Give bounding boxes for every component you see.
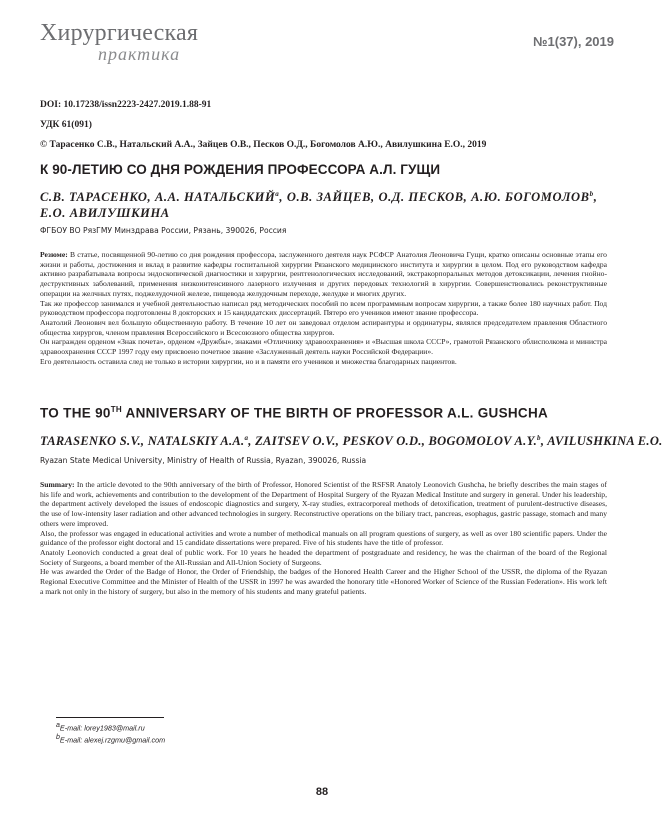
affiliation-ru: ФГБОУ ВО РязГМУ Минздрава России, Рязань, 390026, Россия	[40, 226, 287, 235]
title-en-sup: TH	[110, 405, 122, 414]
abstract-ru-text: В статье, посвященной 90-летию со дня рождения профессора, заслуженного деятеля наук РСФСР Анатолия Леоновича Гущи, кратко описаны основные этапы его жизни и работы, достижения и вклад в развитие кафедры госпитальной хирургии Рязанского медицинского института и хирургии в целом. Под его руководством кафедра активно разрабатывала вопросы эндоскопической диагностики и хирургии, рентгенологических исследований, экстракорпоральных методов детоксикации, лечения гнойно-деструктивных заболеваний, применения низкоинтенсивного лазерного излучения и других передовых технологий в хирургии. Совершенствовались реконструктивные операции на желчных путях, поджелудочной железе, пищевода желудочным переходе, желудке и многих других.	[40, 250, 607, 298]
affil-mark-b: b	[589, 190, 594, 198]
abstract-en	[40, 480, 607, 596]
footnote-mark: a	[56, 722, 60, 729]
issue-number: №1(37), 2019	[533, 34, 614, 49]
authors-en-part: , ZAITSEV O.V., PESKOV O.D., BOGOMOLOV A.Y.	[248, 434, 538, 449]
journal-logo	[40, 20, 240, 66]
abstract-en-text: In the article devoted to the 90th anniversary of the birth of Professor, Honored Scientist of the RSFSR Anatoly Leonovich Gushcha, he briefly describes the main stages of his life and work, achievements and contribution to the development of the Department of Hospital Surgery of the Ryazan Medical Institute and surgery in general. Under his leadership, the department actively developed the issues of endoscopic diagnostics and surgery, X-ray studies, extracorporeal methods of detoxification, treatment of purulent-destructive diseases, the use of low-intensity laser radiation and other advanced technologies in surgery. Reconstructive operations on the biliary tract, pancreas, esophagus, gastric passage, stomach and many others were improved.	[40, 480, 607, 528]
article-title-ru: К 90-ЛЕТИЮ СО ДНЯ РОЖДЕНИЯ ПРОФЕССОРА А.Л. ГУЩИ	[40, 162, 441, 177]
udc: УДК 61(091)	[40, 120, 92, 130]
page-number: 88	[315, 786, 329, 798]
copyright: © Тарасенко С.В., Натальский А.А., Зайцев О.В., Песков О.Д., Богомолов А.Ю., Авилушкина Е.О., 2019	[40, 140, 487, 150]
authors-ru-part: С.В. ТАРАСЕНКО, А.А. НАТАЛЬСКИЙ	[40, 190, 276, 205]
abstract-ru-label: Резюме:	[40, 250, 68, 259]
authors-ru-line2: Е.О. АВИЛУШКИНА	[40, 206, 170, 220]
journal-script-name: практика	[98, 44, 181, 64]
authors-ru-part: , О.В. ЗАЙЦЕВ, О.Д. ПЕСКОВ, А.Ю. БОГОМОЛОВ	[279, 190, 590, 205]
abstract-en-label: Summary:	[40, 480, 75, 489]
affil-mark-b: b	[537, 434, 541, 442]
footnote-email-a: E-mail: lorey1983@mail.ru	[59, 723, 145, 733]
abstract-ru-paragraph: Так же профессор занимался и учебной деятельностью написал ряд методических пособий по всем программным вопросам хирургии, а также более 180 научных работ. Под руководством профессора подготовлены 8 докторских и 15 кандидатских диссертаций. Пятеро его учеников имеют звание профессора.	[40, 298, 607, 318]
authors-en-part: , AVILUSHKINA E.O.	[540, 434, 663, 449]
footnote-a	[56, 722, 145, 732]
abstract-ru	[40, 250, 607, 366]
authors-ru-part: ,	[593, 190, 598, 205]
authors-ru-line1	[40, 190, 597, 205]
doi: DOI: 10.17238/issn2223-2427.2019.1.88-91	[40, 100, 212, 110]
authors-en-part: TARASENKO S.V., NATALSKIY A.A.	[40, 434, 245, 449]
abstract-en-paragraph: He was awarded the Order of the Badge of Honor, the Order of Friendship, the badges of the Honored Health Career and the Higher School of the USSR, the diploma of the Ryazan Regional Executive Committee and the Minister of Health of the USSR in 1997 he was awarded the honorary title «Honored Worker of Science of the Russian Federation». His work left a mark not only in the history of surgery, but also in the memory of his students and many grateful patients.	[40, 567, 607, 596]
affil-mark-a: a	[244, 434, 249, 442]
footnote-divider	[56, 717, 164, 718]
footnote-email-b: E-mail: alexej.rzgmu@gmail.com	[59, 735, 166, 745]
article-title-en	[40, 405, 548, 421]
authors-en	[40, 434, 663, 449]
abstract-ru-paragraph	[40, 250, 607, 299]
abstract-en-paragraph: Anatoly Leonovich conducted a great deal of public work. For 10 years he headed the department of postgraduate and residency, he was the chairman of the board of the Regional Society of Surgeons, a board member of the All-Russian and All-Union Society of Surgeons.	[40, 547, 607, 567]
abstract-ru-paragraph: Его деятельность оставила след не только в истории хирургии, но и в памяти его учеников и множества благодарных пациентов.	[40, 356, 457, 366]
affiliation-en: Ryazan State Medical University, Ministry of Health of Russia, Ryazan, 390026, Russia	[40, 456, 367, 465]
title-en-part: TO THE 90	[40, 405, 111, 421]
footnote-mark: b	[56, 734, 60, 741]
affil-mark-a: a	[275, 190, 280, 198]
title-en-part: ANNIVERSARY OF THE BIRTH OF PROFESSOR A.L. GUSHCHA	[122, 405, 549, 421]
abstract-ru-paragraph: Анатолий Леонович вел большую общественную работу. В течение 10 лет он заведовал отделом аспирантуры и ординатуры, являлся председателем правления Областного общества хирургов, членом правления Всероссийского и Всесоюзного общества хирургов.	[40, 317, 607, 337]
abstract-en-paragraph	[40, 480, 607, 529]
journal-name: Хирургическая	[40, 20, 199, 46]
abstract-en-paragraph: Also, the professor was engaged in educational activities and wrote a number of methodical manuals on all program questions of surgery, as well as over 180 scientific papers. Under the guidance of the professor eight doctoral and 15 candidate dissertations were prepared. Five of his students have the title of professor.	[40, 528, 607, 548]
abstract-ru-paragraph: Он награжден орденом «Знак почета», орденом «Дружбы», знаками «Отличнику здравоохранения» и «Высшая школа СССР», грамотой Рязанского облисполкома и министра здравоохранения СССР 1997 году ему присвоено почетное звание «Заслуженный деятель науки Российской Федерации».	[40, 337, 607, 357]
footnote-b	[56, 734, 165, 744]
